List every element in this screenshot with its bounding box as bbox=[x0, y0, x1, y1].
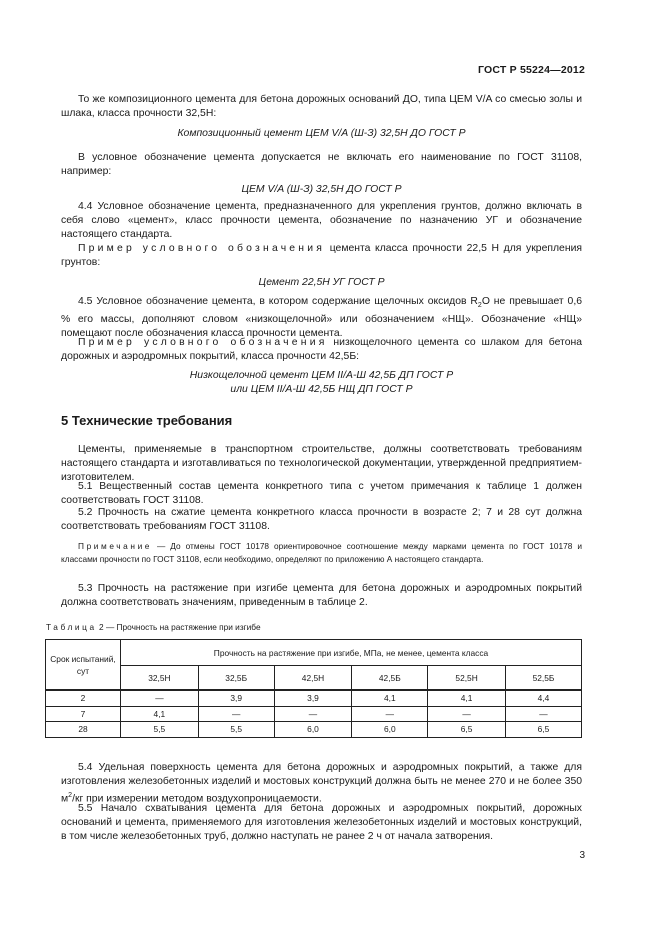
age-cell: 2 bbox=[46, 690, 121, 706]
value-cell: 4,1 bbox=[352, 690, 428, 706]
paragraph-composite-cement: То же композиционного цемента для бетона дорожных оснований ДО, типа ЦЕМ V/A со смесью золы и шлака, класса прочности 32,5Н: bbox=[61, 94, 582, 120]
value-cell: 4,1 bbox=[428, 690, 506, 706]
value-cell: 5,5 bbox=[121, 722, 199, 738]
value-cell: 4,1 bbox=[121, 706, 199, 722]
value-cell: 5,5 bbox=[198, 722, 274, 738]
paragraph-4-5-example bbox=[61, 336, 582, 364]
class-header: 32,5Б bbox=[198, 666, 274, 691]
paragraph-4-4-example bbox=[61, 242, 582, 270]
section-5-heading: 5 Технические требования bbox=[61, 413, 233, 428]
value-cell: — bbox=[274, 706, 352, 722]
p54-text-a: 5.4 Удельная поверхность цемента для бетона дорожных и аэродромных покрытий, а также для изготовления железобетонных изделий и мостовых конструкций должна быть не менее 270 и не более 350 м bbox=[61, 762, 582, 805]
age-cell: 7 bbox=[46, 706, 121, 722]
paragraph-4-5 bbox=[61, 295, 582, 342]
value-cell: — bbox=[505, 706, 581, 722]
note-paragraph bbox=[61, 540, 582, 565]
paragraph-5-4 bbox=[61, 761, 582, 807]
example-designation-1: Композиционный цемент ЦЕМ V/A (Ш-З) 32,5Н ДО ГОСТ Р bbox=[177, 128, 466, 139]
example-designation-2: ЦЕМ V/A (Ш-З) 32,5Н ДО ГОСТ Р bbox=[241, 184, 402, 195]
table-caption-label: Таблица bbox=[46, 622, 97, 632]
value-cell: 6,5 bbox=[428, 722, 506, 738]
example-designation-4b: или ЦЕМ II/A-Ш 42,5Б НЩ ДП ГОСТ Р bbox=[230, 384, 413, 395]
example-designation-3: Цемент 22,5Н УГ ГОСТ Р bbox=[258, 277, 385, 288]
value-cell: 4,4 bbox=[505, 690, 581, 706]
paragraph-5-2: 5.2 Прочность на сжатие цемента конкретного класса прочности в возрасте 2; 7 и 28 сут должна соответствовать требованиям ГОСТ 31108. bbox=[61, 507, 582, 533]
table-row bbox=[46, 706, 582, 722]
class-header: 42,5Б bbox=[352, 666, 428, 691]
page-number: 3 bbox=[579, 850, 585, 861]
paragraph-5-5: 5.5 Начало схватывания цемента для бетона дорожных и аэродромных покрытий, дорожных оснований и цемента, применяемого для изготовления железобетонных изделий и мостовых конструкций, в том числе железобетонных труб, должно наступать не ранее 2 ч от начала затворения. bbox=[61, 803, 582, 843]
value-cell: 3,9 bbox=[274, 690, 352, 706]
table-2 bbox=[45, 639, 582, 738]
example-text: низкощелочного цемента со шлаком для бетона дорожных и аэродромных покрытий, класса прочности 42,5Б: bbox=[61, 337, 582, 363]
paragraph-omit-name: В условное обозначение цемента допускается не включать его наименование по ГОСТ 31108, например: bbox=[61, 152, 582, 178]
age-cell: 28 bbox=[46, 722, 121, 738]
table-row bbox=[46, 722, 582, 738]
class-header: 52,5Б bbox=[505, 666, 581, 691]
value-cell: — bbox=[428, 706, 506, 722]
paragraph-4-4: 4.4 Условное обозначение цемента, предназначенного для укрепления грунтов, должно включать в себя слово «цемент», класс прочности цемента, обозначение по назначению УГ и обозначение настоящего стандарта. bbox=[61, 201, 582, 241]
class-header: 32,5Н bbox=[121, 666, 199, 691]
example-label: Пример условного обозначения bbox=[78, 337, 328, 348]
value-cell: 6,0 bbox=[352, 722, 428, 738]
class-header: 52,5Н bbox=[428, 666, 506, 691]
document-header-id: ГОСТ Р 55224—2012 bbox=[477, 64, 585, 76]
value-cell: — bbox=[198, 706, 274, 722]
p45-text-b: O не превышает 0,6 % его массы, дополняют словом «низкощелочной» или обозначением «НЩ». Обозначение «НЩ» помещают после обозначения класса прочности цемента. bbox=[61, 296, 583, 340]
paragraph-5-intro: Цементы, применяемые в транспортном строительстве, должны соответствовать требованиям настоящего стандарта и изготавливаться по технологической документации, утвержденной предприятием-изготовителем. bbox=[61, 444, 582, 484]
table-row bbox=[46, 690, 582, 706]
value-cell: — bbox=[121, 690, 199, 706]
value-cell: 3,9 bbox=[198, 690, 274, 706]
note-label: Примечание bbox=[78, 541, 153, 551]
value-cell: 6,0 bbox=[274, 722, 352, 738]
p45-text-a: 4.5 Условное обозначение цемента, в котором содержание щелочных оксидов R bbox=[78, 296, 478, 307]
table-caption-text: 2 — Прочность на растяжение при изгибе bbox=[96, 622, 261, 632]
example-text: цемента класса прочности 22,5 Н для укрепления грунтов: bbox=[61, 243, 582, 269]
class-header: 42,5Н bbox=[274, 666, 352, 691]
p54-superscript: 2 bbox=[68, 792, 73, 800]
p45-subscript: 2 bbox=[477, 302, 482, 310]
example-label: Пример условного обозначения bbox=[78, 243, 326, 254]
example-designation-4a: Низкощелочной цемент ЦЕМ II/A-Ш 42,5Б ДП ГОСТ Р bbox=[189, 370, 454, 381]
paragraph-5-3: 5.3 Прочность на растяжение при изгибе цемента для бетона дорожных и аэродромных покрытий должна соответствовать значениям, приведенным в таблице 2. bbox=[61, 583, 582, 609]
table-corner-header: Срок испытаний, сут bbox=[46, 640, 121, 691]
table-group-header: Прочность на растяжение при изгибе, МПа, не менее, цемента класса bbox=[121, 640, 582, 666]
note-text: — До отмены ГОСТ 10178 ориентировочное соотношение между марками цемента по ГОСТ 10178 и классами прочности по ГОСТ 31108, если необходимо, определяют по приложению А настоящего стандарта. bbox=[61, 541, 582, 564]
table-2-caption bbox=[46, 622, 261, 632]
p54-text-b: /кг при измерении методом воздухопроницаемости. bbox=[72, 793, 322, 805]
value-cell: 6,5 bbox=[505, 722, 581, 738]
paragraph-5-1: 5.1 Вещественный состав цемента конкретного типа с учетом примечания к таблице 1 должен соответствовать ГОСТ 31108. bbox=[61, 481, 582, 507]
value-cell: — bbox=[352, 706, 428, 722]
